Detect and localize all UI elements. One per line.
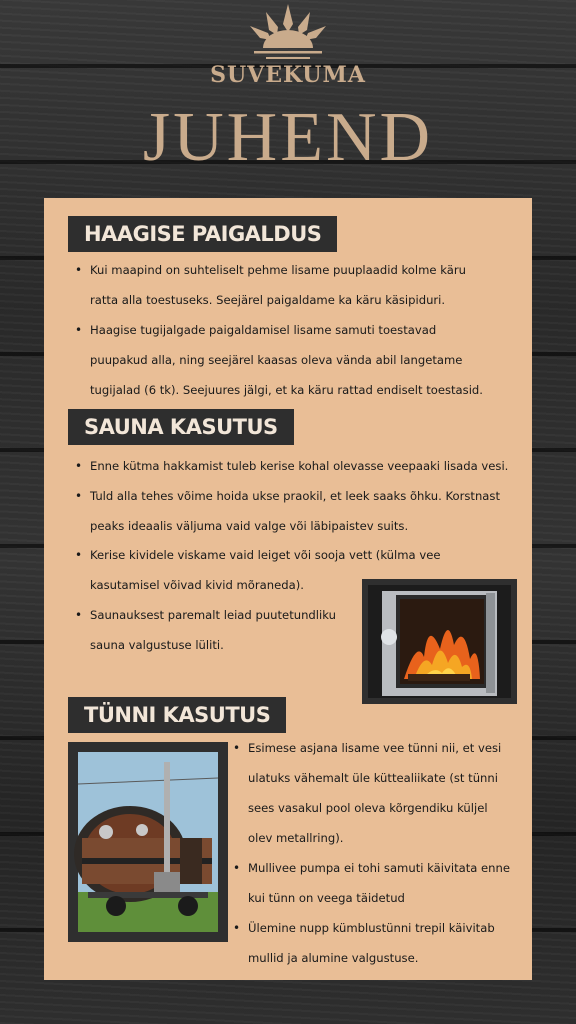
section-list-tynni-kasutus — [232, 733, 514, 973]
sauna-stove-photo — [362, 579, 517, 704]
section-heading-tynni-kasutus: TÜNNI KASUTUS — [68, 697, 286, 733]
hot-tub-trailer-photo — [68, 742, 228, 942]
list-item: • Saunauksest paremalt leiad puutetundliku sauna valgustuse lüliti. — [74, 600, 340, 660]
list-item: • Tuld alla tehes võime hoida ukse praokil, et leek saaks õhku. Korstnast peaks ideaalis väljuma vaid valge või läbipaistev suits. — [74, 481, 519, 541]
list-item: • Esimese asjana lisame vee tünni nii, et vesi ulatuks vähemalt üle küttealiikate (st tünni sees vasakul pool oleva kõrgendiku küljel olev metallring). — [232, 733, 514, 853]
list-item: • Mullivee pumpa ei tohi samuti käivitata enne kui tünn on veega täidetud — [232, 853, 514, 913]
page-title: JUHEND — [142, 99, 434, 176]
instructions-card — [44, 198, 532, 980]
hot-tub-image-icon — [68, 742, 228, 942]
stove-image-icon — [362, 579, 517, 704]
list-item: • Enne kütma hakkamist tuleb kerise kohal olevasse veepaaki lisada vesi. — [74, 451, 519, 481]
sun-logo-icon — [236, 2, 340, 64]
header — [0, 0, 576, 190]
list-item: • Ülemine nupp kümblustünni trepil käivitab mullid ja alumine valgustuse. — [232, 913, 514, 973]
section-heading-sauna-kasutus: SAUNA KASUTUS — [68, 409, 294, 445]
list-item: • Kui maapind on suhteliselt pehme lisame puuplaadid kolme käru ratta alla toestuseks. Seejärel paigaldame ka käru käsipiduri. — [74, 255, 494, 315]
section-heading-haagise-paigaldus: HAAGISE PAIGALDUS — [68, 216, 337, 252]
brand-name: SUVEKUMA — [210, 62, 366, 88]
section-list-haagise-paigaldus — [74, 255, 494, 405]
list-item: • Haagise tugijalgade paigaldamisel lisame samuti toestavad puupakud alla, ning seejärel kaasas oleva vända abil langetame tugijalad (6 tk). Seejuures jälgi, et ka käru rattad endiselt toestasid. — [74, 315, 494, 405]
section-list-sauna-kasutus-top — [74, 451, 519, 541]
list-item: • Kerise kividele viskame vaid leiget või sooja vett (külma vee kasutamisel võivad kivid mõraneda). — [74, 540, 454, 600]
